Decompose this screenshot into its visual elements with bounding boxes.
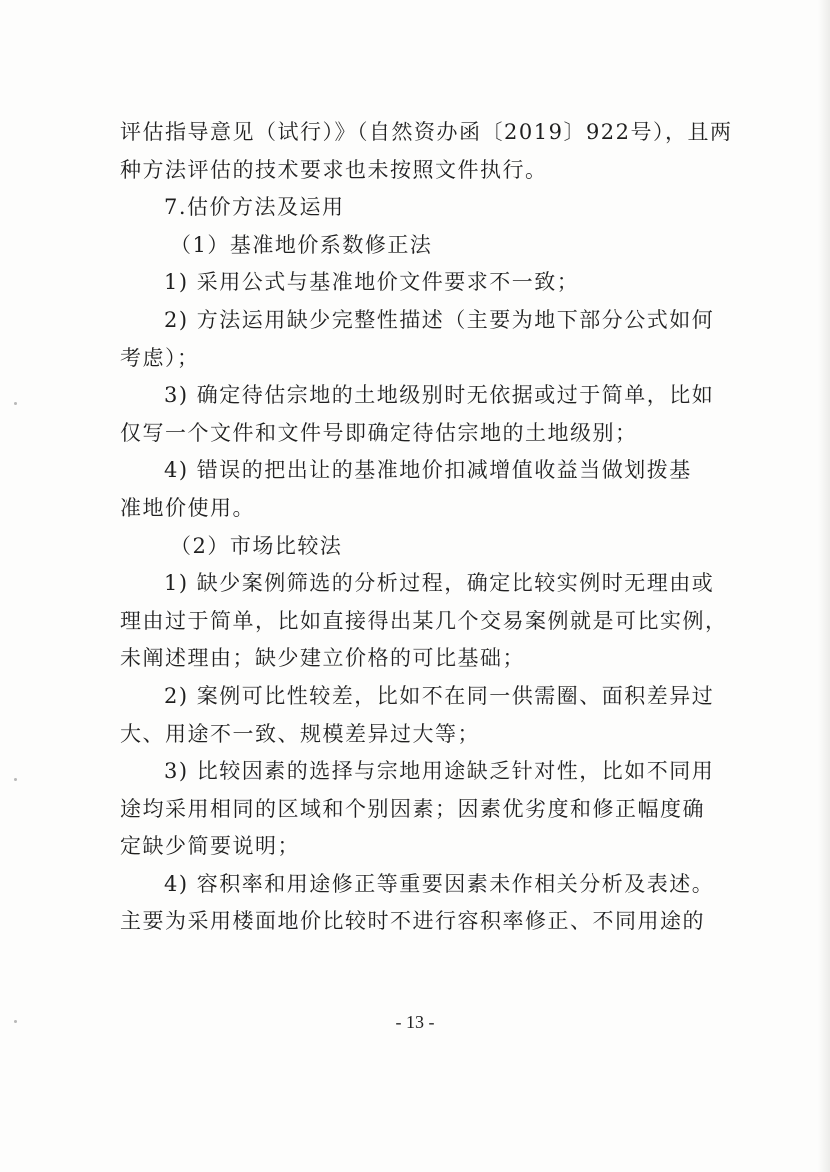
list-item: 3) 确定待估宗地的土地级别时无依据或过于简单，比如	[164, 383, 715, 408]
section-heading: 7.估价方法及运用	[164, 195, 345, 220]
text-line: 仅写一个文件和文件号即确定待估宗地的土地级别；	[120, 420, 638, 445]
scan-speck	[14, 402, 17, 405]
list-item: 1) 采用公式与基准地价文件要求不一致；	[164, 270, 580, 295]
text-line: 途均采用相同的区域和个别因素；因素优劣度和修正幅度确	[120, 796, 705, 821]
text-line: 理由过于简单，比如直接得出某几个交易案例就是可比实例，	[120, 608, 728, 633]
scan-speck	[14, 778, 17, 781]
list-item: 3) 比较因素的选择与宗地用途缺乏针对性，比如不同用	[164, 759, 715, 784]
text-line: 未阐述理由；缺少建立价格的可比基础；	[120, 646, 525, 671]
text-line: 主要为采用楼面地价比较时不进行容积率修正、不同用途的	[120, 909, 705, 934]
list-item: 2) 方法运用缺少完整性描述（主要为地下部分公式如何	[164, 307, 715, 332]
document-body	[120, 114, 733, 941]
text-line: 定缺少简要说明；	[120, 834, 300, 859]
list-item: 4) 错误的把出让的基准地价扣减增值收益当做划拨基	[164, 458, 692, 483]
list-item: 2) 案例可比性较差，比如不在同一供需圈、面积差异过	[164, 683, 715, 708]
list-item: 1) 缺少案例筛选的分析过程，确定比较实例时无理由或	[164, 571, 715, 596]
text-line: 种方法评估的技术要求也未按照文件执行。	[120, 157, 548, 182]
text-line: 大、用途不一致、规模差异过大等；	[120, 721, 480, 746]
page-number: - 13 -	[395, 1012, 435, 1032]
text-line: 考虑）；	[120, 345, 200, 370]
text-line: 准地价使用。	[120, 495, 255, 520]
list-item: 4) 容积率和用途修正等重要因素未作相关分析及表述。	[164, 871, 715, 896]
text-line: 评估指导意见（试行）》（自然资办函〔2019〕922号），且两	[120, 120, 733, 144]
scan-edge	[818, 0, 830, 1172]
subsection-heading: （2）市场比较法	[170, 533, 343, 558]
subsection-heading: （1）基准地价系数修正法	[170, 232, 433, 257]
